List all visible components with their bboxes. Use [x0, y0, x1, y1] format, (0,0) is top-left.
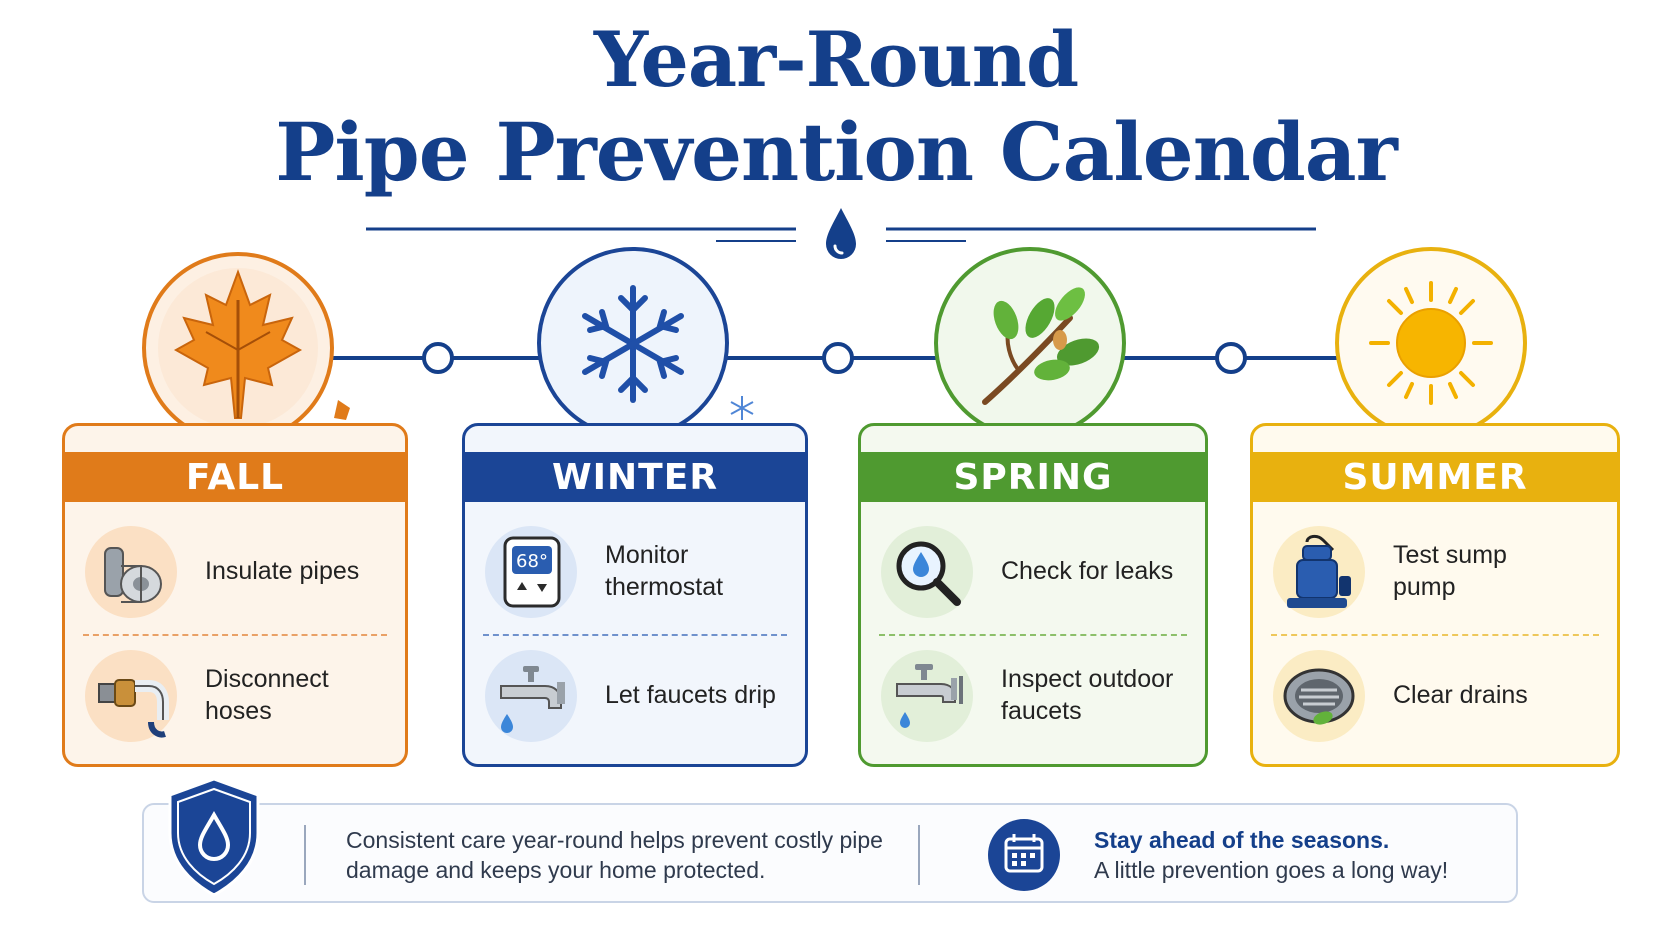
- spring-card: [858, 423, 1208, 767]
- sun-icon: [1371, 283, 1491, 403]
- bottom-banner: [142, 803, 1518, 903]
- winter-header: WINTER: [465, 452, 805, 502]
- timeline-node: [824, 344, 852, 372]
- shield-drop-icon: [164, 775, 264, 899]
- falling-leaf-icon: [334, 400, 350, 420]
- task-label: Check for leaks: [1001, 557, 1174, 585]
- calendar-icon: [986, 817, 1062, 893]
- title-line-2: Pipe Prevention Calendar: [275, 105, 1397, 199]
- magnifier-drop-icon: [881, 526, 973, 618]
- banner-separator: [918, 825, 920, 885]
- fall-header: FALL: [65, 452, 405, 502]
- banner-message: Consistent care year-round helps prevent costly pipe damage and keeps your home protected.: [346, 827, 883, 883]
- thermostat-reading: 68°: [516, 551, 548, 572]
- banner-tip-heading: Stay ahead of the seasons.: [1094, 827, 1390, 853]
- winter-card: [462, 423, 808, 767]
- spring-header: SPRING: [861, 452, 1205, 502]
- task-test-sump-pump: [1253, 516, 1617, 626]
- dripping-faucet-icon: [485, 650, 577, 742]
- banner-tip-text: A little prevention goes a long way!: [1094, 857, 1449, 883]
- water-drop-icon: [826, 208, 856, 259]
- task-label: Inspect outdoor faucets: [1001, 665, 1174, 725]
- task-insulate-pipes: [65, 516, 405, 626]
- timeline-node: [424, 344, 452, 372]
- task-label: Test sump pump: [1393, 541, 1507, 601]
- task-disconnect-hoses: [65, 640, 405, 750]
- timeline-node: [1217, 344, 1245, 372]
- small-snowflake-icon: [731, 396, 753, 420]
- task-label: Disconnect hoses: [205, 665, 329, 725]
- task-let-faucets-drip: [465, 640, 805, 750]
- thermostat-icon: [485, 526, 577, 618]
- drain-grate-icon: [1273, 650, 1365, 742]
- task-inspect-outdoor-faucets: [861, 640, 1205, 750]
- banner-tip: [1094, 825, 1514, 885]
- pipe-insulation-icon: [85, 526, 177, 618]
- task-check-for-leaks: [861, 516, 1205, 626]
- spring-badge: [936, 249, 1124, 437]
- season-timeline: [330, 344, 1356, 372]
- outdoor-faucet-icon: [881, 650, 973, 742]
- hose-connector-icon: [85, 650, 177, 742]
- fall-badge: [144, 254, 350, 442]
- summer-header: SUMMER: [1253, 452, 1617, 502]
- task-label: Insulate pipes: [205, 557, 360, 585]
- summer-card: [1250, 423, 1620, 767]
- fall-card: [62, 423, 408, 767]
- banner-separator: [304, 825, 306, 885]
- summer-badge: [1337, 249, 1525, 437]
- task-label: Monitor thermostat: [605, 541, 724, 601]
- title-rule: [366, 208, 1316, 259]
- title-line-1: Year-Round: [593, 15, 1079, 104]
- task-label: Let faucets drip: [605, 681, 776, 709]
- task-label: Clear drains: [1393, 681, 1528, 709]
- task-clear-drains: [1253, 640, 1617, 750]
- winter-badge: [539, 249, 753, 437]
- task-monitor-thermostat: [465, 516, 805, 626]
- sump-pump-icon: [1273, 526, 1365, 618]
